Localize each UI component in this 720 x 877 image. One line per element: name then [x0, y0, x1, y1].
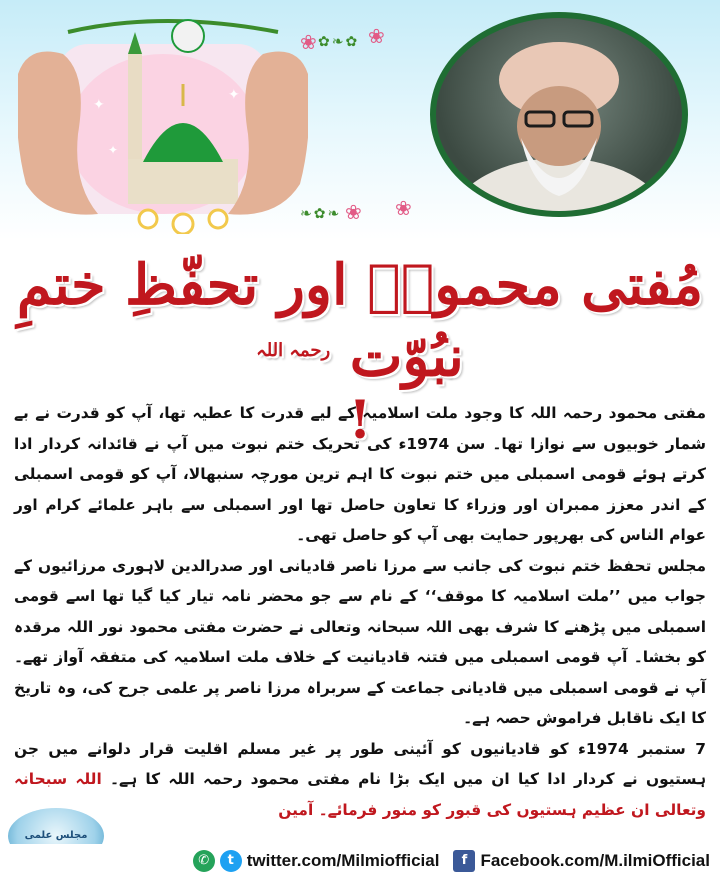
portrait-frame	[430, 12, 688, 217]
page-title	[0, 252, 720, 451]
daisy-icon	[209, 210, 227, 228]
paragraph-3	[14, 734, 706, 826]
daisy-icon	[173, 214, 193, 234]
article-body	[14, 398, 706, 826]
logo-text: مجلس علمی	[24, 830, 88, 841]
twitter-link[interactable]	[193, 850, 440, 872]
twitter-icon: t	[220, 850, 242, 872]
title-line-2: !	[348, 389, 372, 451]
dome-illustration	[18, 14, 308, 234]
closing-prayer: اللہ سبحانہ وتعالی ان عظیم ہستیوں کی قبور کو منور فرمائے۔ آمین	[14, 770, 706, 819]
leaf-vine: ❧✿❧	[300, 206, 342, 222]
paragraph-2: مجلس تحفظ ختم نبوت کی جانب سے مرزا ناصر قادیانی اور صدرالدین لاہوری مرزائیوں کے جواب میں ’’ملت اسلامیہ کا موقف‘‘ کے نام سے جو محضر نامہ تیار کیا گیا تھا اسے قومی اسمبلی میں پڑھنے کا شرف بھی اللہ سبحانہ وتعالی نے حضرت مفتی محمود نور اللہ مرقدہ کو بخشا۔ آپ قومی اسمبلی میں فتنہ قادیانیت کے خلاف ملت اسلامیہ کی متفقہ آواز تھے۔ آپ نے قومی اسمبلی میں قادیانی جماعت کے سربراہ مرزا ناصر پر علمی جرح کی، وہ تاریخ کا ایک ناقابل فراموش حصہ ہے۔	[14, 556, 706, 727]
facebook-link[interactable]	[453, 850, 710, 872]
facebook-handle: Facebook.com/M.ilmiOfficial	[480, 850, 710, 870]
daisy-icon	[139, 210, 157, 228]
dove-icon: ✦	[108, 143, 119, 157]
paragraph-3-text: 7 ستمبر 1974ء کو قادیانیوں کو آئینی طور پر غیر مسلم اقلیت قرار دلوانے میں جن ہستیوں نے کردار ادا کیا ان میں ایک بڑا نام مفتی محمود رحمہ اللہ کا ہے۔	[14, 739, 706, 788]
calligraphy-medallion	[172, 20, 204, 52]
rose-icon: ❀	[300, 30, 317, 54]
facebook-icon: f	[453, 850, 475, 872]
rose-icon: ❀	[345, 200, 362, 224]
paragraph-1: مفتی محمود رحمہ اللہ کا وجود ملت اسلامیہ کے لیے قدرت کا عطیہ تھا، آپ کو قدرت نے بے شمار خوبیوں سے نوازا تھا۔ سن 1974ء کی تحریک ختم نبوت میں آپ نے قائدانہ کردار ادا کرتے ہوئے قومی اسمبلی میں ختم نبوت کا اہم ترین مورچہ سنبھالا، آپ کو قومی اسمبلی کے اندر معزز ممبران اور وزراء کا تعاون حاصل تھا اور اسمبلی سے باہر علمائے کرام اور عوام الناس کی بھرپور حمایت بھی آپ کو حاصل تھی۔	[14, 404, 707, 544]
whatsapp-icon: ✆	[193, 850, 215, 872]
rose-icon: ❀	[395, 196, 412, 220]
mosque-base	[128, 159, 238, 204]
portrait-photo	[436, 18, 682, 211]
social-footer	[0, 844, 720, 877]
minaret	[128, 54, 142, 164]
minaret-top	[128, 32, 142, 54]
twitter-handle: twitter.com/Milmiofficial	[246, 850, 440, 870]
title-main-text: مُفتی محمودؒ اور تحفّظِ ختمِ نبُوّت	[16, 252, 704, 390]
dove-icon: ✦	[93, 97, 105, 113]
portrait-figure	[436, 18, 682, 211]
title-honorific: رحمہ اللہ	[256, 340, 331, 361]
title-line-1	[0, 252, 720, 390]
rose-icon: ❀	[368, 24, 385, 48]
dove-icon: ✦	[228, 87, 240, 103]
leaf-vine: ✿❧✿	[318, 34, 360, 50]
